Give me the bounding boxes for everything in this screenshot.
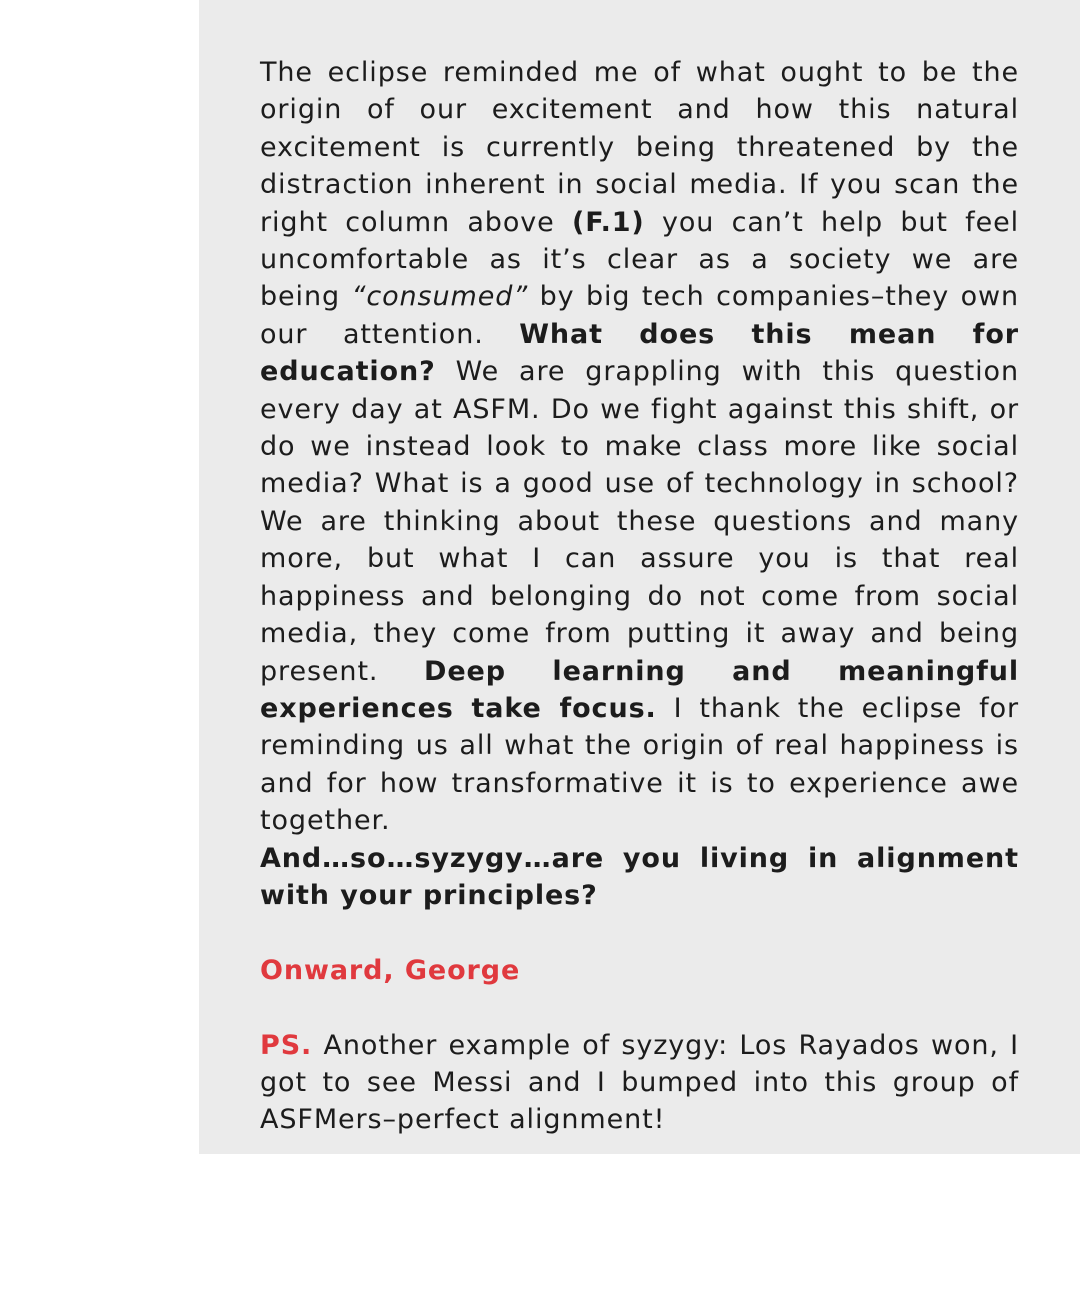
- emphasis-consumed: “consumed”: [351, 281, 529, 313]
- spacer: [260, 914, 1019, 951]
- body-text: I thank the eclipse for reminding us all what the origin of real happiness is and for how transformative it is to experience awe together.: [260, 692, 1019, 837]
- signoff: Onward, George: [260, 954, 521, 986]
- body-text: We are grappling with this question every day at ASFM. Do we fight against this shift, or do we instead look to make class more like social media? What is a good use of technology in school? We are thinking about these questions and many more, but what I can assure you is that real happiness and belonging do not come from social media, they come from putting it away and being present.: [260, 356, 1019, 687]
- postscript: [260, 1027, 1019, 1139]
- bold-question: What does this mean for education?: [260, 318, 1019, 388]
- spacer: [260, 989, 1019, 1026]
- letter-text: [260, 54, 1019, 1139]
- body-paragraph: [260, 54, 1019, 840]
- bold-statement: Deep learning and meaningful experiences take focus.: [260, 655, 1019, 724]
- ps-text: Another example of syzygy: Los Rayados won, I got to see Messi and I bumped into this group of ASFMers–perfect alignment!: [260, 1029, 1019, 1136]
- body-text: The eclipse reminded me of what ought to be the origin of our excitement and how this natural excitement is currently being threatened by the distraction inherent in social media. If you scan the right column above: [260, 57, 1019, 238]
- ps-label: PS.: [260, 1029, 313, 1061]
- figure-reference: (F.1): [571, 206, 645, 238]
- body-text: you can’t help but feel uncomfortable as it’s clear as a society we are being: [260, 206, 1019, 313]
- closing-question: And…so…syzygy…are you living in alignment with your principles?: [260, 842, 1019, 911]
- body-text: by big tech companies–they own our attention.: [260, 281, 1019, 350]
